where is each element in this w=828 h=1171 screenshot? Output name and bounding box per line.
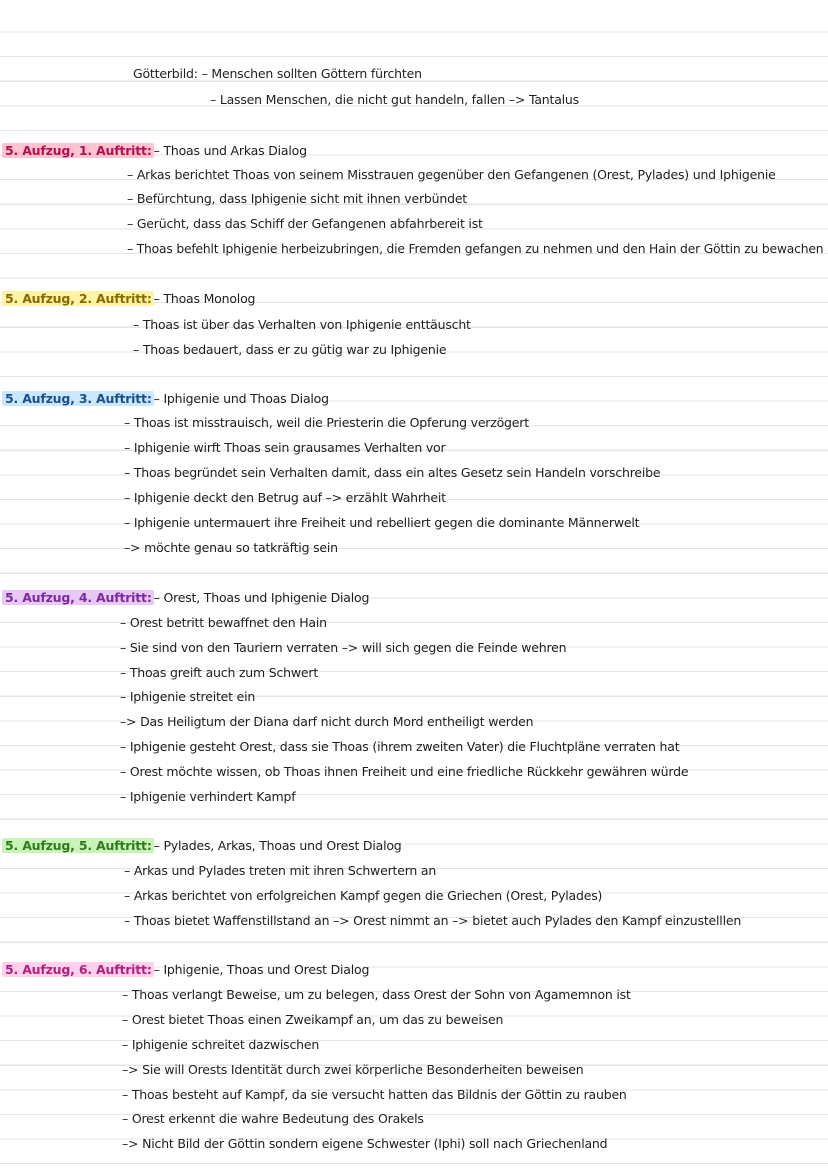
section-2-title: – Thoas Monolog xyxy=(153,291,256,306)
section-3-label: 5. Aufzug, 3. Auftritt: xyxy=(2,391,154,406)
section-3-item-1: – Thoas ist misstrauisch, weil die Priesterin die Opferung verzögert xyxy=(124,415,529,430)
section-4-title: – Orest, Thoas und Iphigenie Dialog xyxy=(153,590,370,605)
section-3-item-5: – Iphigenie untermauert ihre Freiheit und rebelliert gegen die dominante Männerwelt xyxy=(124,515,640,530)
section-1-item-2: – Befürchtung, dass Iphigenie sicht mit ihnen verbündet xyxy=(127,191,468,206)
section-4-item-6: – Iphigenie gesteht Orest, dass sie Thoas (ihrem zweiten Vater) die Fluchtpläne verraten hat xyxy=(120,739,680,754)
section-4-item-7: – Orest möchte wissen, ob Thoas ihnen Freiheit und eine friedliche Rückkehr gewähren würde xyxy=(120,764,689,779)
section-3-item-2: – Iphigenie wirft Thoas sein grausames Verhalten vor xyxy=(124,440,446,455)
section-6-item-4: –> Sie will Orests Identität durch zwei körperliche Besonderheiten beweisen xyxy=(122,1062,584,1077)
section-4-item-1: – Orest betritt bewaffnet den Hain xyxy=(120,615,327,630)
section-2-heading xyxy=(2,291,255,307)
section-6-item-7: –> Nicht Bild der Göttin sondern eigene Schwester (Iphi) soll nach Griechenland xyxy=(122,1136,608,1151)
section-3-item-4: – Iphigenie deckt den Betrug auf –> erzählt Wahrheit xyxy=(124,490,446,505)
section-6-item-5: – Thoas besteht auf Kampf, da sie versucht hatten das Bildnis der Göttin zu rauben xyxy=(122,1087,627,1102)
section-1-item-1: – Arkas berichtet Thoas von seinem Misstrauen gegenüber den Gefangenen (Orest, Pylades) und Iphigenie xyxy=(127,167,776,182)
section-1-title: – Thoas und Arkas Dialog xyxy=(153,143,307,158)
section-1-heading xyxy=(2,143,307,159)
section-6-item-1: – Thoas verlangt Beweise, um zu belegen, dass Orest der Sohn von Agamemnon ist xyxy=(122,987,631,1002)
section-4-label: 5. Aufzug, 4. Auftritt: xyxy=(2,590,154,605)
section-1-label: 5. Aufzug, 1. Auftritt: xyxy=(2,143,154,158)
section-5-item-2: – Arkas berichtet von erfolgreichen Kampf gegen die Griechen (Orest, Pylades) xyxy=(124,888,603,903)
section-3-item-6: –> möchte genau so tatkräftig sein xyxy=(124,540,338,555)
section-5-label: 5. Aufzug, 5. Auftritt: xyxy=(2,838,154,853)
section-6-item-3: – Iphigenie schreitet dazwischen xyxy=(122,1037,320,1052)
section-5-heading xyxy=(2,838,402,854)
section-3-heading xyxy=(2,391,329,407)
section-6-item-2: – Orest bietet Thoas einen Zweikampf an, um das zu beweisen xyxy=(122,1012,504,1027)
intro-line-2: – Lassen Menschen, die nicht gut handeln, fallen –> Tantalus xyxy=(210,92,579,107)
section-6-title: – Iphigenie, Thoas und Orest Dialog xyxy=(153,962,370,977)
section-5-title: – Pylades, Arkas, Thoas und Orest Dialog xyxy=(153,838,402,853)
section-4-item-8: – Iphigenie verhindert Kampf xyxy=(120,789,296,804)
section-4-item-2: – Sie sind von den Tauriern verraten –> will sich gegen die Feinde wehren xyxy=(120,640,567,655)
section-6-label: 5. Aufzug, 6. Auftritt: xyxy=(2,962,154,977)
section-4-item-4: – Iphigenie streitet ein xyxy=(120,689,256,704)
section-6-item-6: – Orest erkennt die wahre Bedeutung des Orakels xyxy=(122,1111,424,1126)
section-3-title: – Iphigenie und Thoas Dialog xyxy=(153,391,329,406)
section-5-item-1: – Arkas und Pylades treten mit ihren Schwertern an xyxy=(124,863,437,878)
section-4-item-3: – Thoas greift auch zum Schwert xyxy=(120,665,319,680)
section-3-item-3: – Thoas begründet sein Verhalten damit, dass ein altes Gesetz sein Handeln vorschreibe xyxy=(124,465,661,480)
section-1-item-3: – Gerücht, dass das Schiff der Gefangenen abfahrbereit ist xyxy=(127,216,483,231)
section-1-item-4: – Thoas befehlt Iphigenie herbeizubringen, die Fremden gefangen zu nehmen und den Hain der Göttin zu bewachen xyxy=(127,241,824,256)
section-2-item-1: – Thoas ist über das Verhalten von Iphigenie enttäuscht xyxy=(133,317,471,332)
section-2-label: 5. Aufzug, 2. Auftritt: xyxy=(2,291,154,306)
section-5-item-3: – Thoas bietet Waffenstillstand an –> Orest nimmt an –> bietet auch Pylades den Kampf einzustelllen xyxy=(124,913,742,928)
intro-line-1: Götterbild: – Menschen sollten Göttern fürchten xyxy=(133,66,422,81)
section-2-item-2: – Thoas bedauert, dass er zu gütig war zu Iphigenie xyxy=(133,342,447,357)
section-4-item-5: –> Das Heiligtum der Diana darf nicht durch Mord entheiligt werden xyxy=(120,714,534,729)
section-6-heading xyxy=(2,962,369,978)
section-4-heading xyxy=(2,590,369,606)
